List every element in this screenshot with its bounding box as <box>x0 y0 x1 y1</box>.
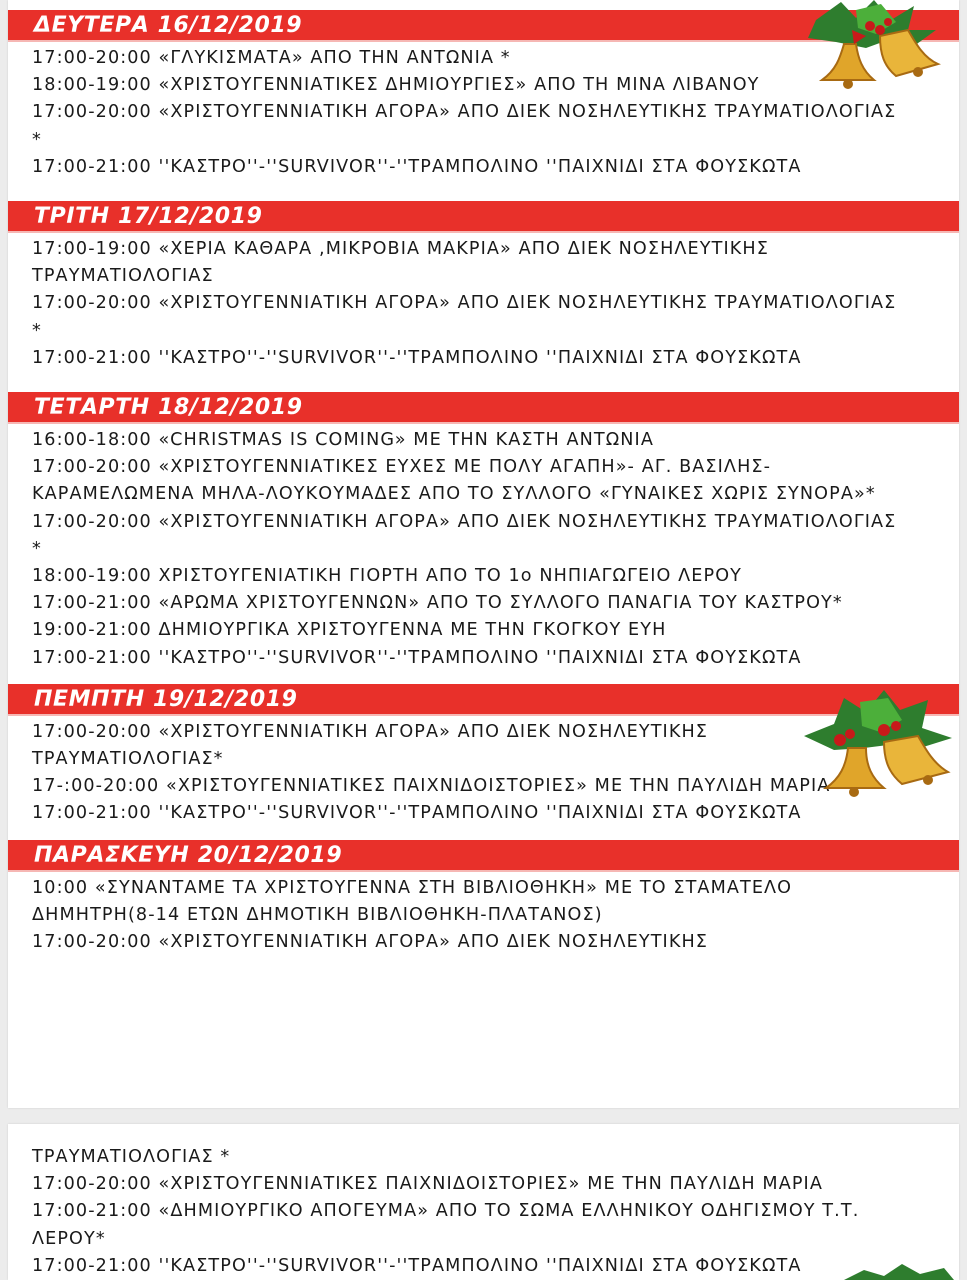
day-header <box>8 201 959 231</box>
event-entry: 17:00-21:00 ''ΚΑΣΤΡΟ''-''SURVIVOR''-''ΤΡΑΜΠΟΛΙΝΟ ''ΠΑΙΧΝΙΔΙ ΣΤΑ ΦΟΥΣΚΩΤΑ <box>32 647 802 668</box>
day-header <box>8 840 959 870</box>
day-entries <box>8 422 959 672</box>
day-header-title: ΤΕΤΑΡΤΗ 18/12/2019 <box>34 395 303 421</box>
event-entry: 17:00-19:00 «ΧΕΡΙΑ ΚΑΘΑΡΑ ,ΜΙΚΡΟΒΙΑ ΜΑΚΡΙΑ» ΑΠΟ ΔΙΕΚ ΝΟΣΗΛΕΥΤΙΚΗΣ ΤΡΑΥΜΑΤΙΟΛΟΓΙΑΣ <box>32 239 769 287</box>
event-entry: 10:00 «ΣΥΝΑΝΤΑΜΕ ΤΑ ΧΡΙΣΤΟΥΓΕΝΝΑ ΣΤΗ ΒΙΒΛΙΟΘΗΚΗ» ΜΕ ΤΟ ΣΤΑΜΑΤΕΛΟ ΔΗΜΗΤΡΗ(8-14 ΕΤΩΝ ΔΗΜΟΤΙΚΗ ΒΙΒΛΙΟΘΗΚΗ-ΠΛΑΤΑΝΟΣ) <box>32 877 793 925</box>
day-entries <box>8 231 959 372</box>
header-divider <box>8 231 959 233</box>
day-header-title: ΔΕΥΤΕΡΑ 16/12/2019 <box>34 13 303 38</box>
day-entries <box>8 870 959 957</box>
day-header-title: ΠΑΡΑΣΚΕΥΗ 20/12/2019 <box>34 842 343 868</box>
event-entry: 17:00-21:00 «ΔΗΜΙΟΥΡΓΙΚΟ ΑΠΟΓΕΥΜΑ» ΑΠΟ ΤΟ ΣΩΜΑ ΕΛΛΗΝΙΚΟΥ ΟΔΗΓΙΣΜΟΥ Τ.Τ. ΛΕΡΟΥ* <box>32 1201 860 1249</box>
event-entry: 17:00-20:00 «ΓΛΥΚΙΣΜΑΤΑ» ΑΠΟ ΤΗΝ ΑΝΤΩΝΙΑ * <box>32 48 511 68</box>
christmas-bells-icon <box>804 688 954 798</box>
day-friday <box>8 840 959 957</box>
schedule-page-2 <box>8 1124 959 1280</box>
header-divider <box>8 870 959 872</box>
continuation-entries <box>8 1124 959 1280</box>
event-entry: 17:00-20:00 «ΧΡΙΣΤΟΥΓΕΝΝΙΑΤΙΚΕΣ ΕΥΧΕΣ ΜΕ ΠΟΛΥ ΑΓΑΠΗ»- ΑΓ. ΒΑΣΙΛΗΣ-ΚΑΡΑΜΕΛΩΜΕΝΑ ΜΗΛΑ-ΛΟΥΚΟΥΜΑΔΕΣ ΑΠΟ ΤΟ ΣΥΛΛΟΓΟ «ΓΥΝΑΙΚΕΣ ΧΩΡΙΣ ΣΥΝΟΡΑ»* <box>32 457 876 505</box>
day-wednesday <box>8 392 959 672</box>
event-entry: 18:00-19:00 «ΧΡΙΣΤΟΥΓΕΝΝΙΑΤΙΚΕΣ ΔΗΜΙΟΥΡΓΙΕΣ» ΑΠΟ ΤΗ ΜΙΝΑ ΛΙΒΑΝΟΥ <box>32 75 760 96</box>
event-entry: 17-:00-20:00 «ΧΡΙΣΤΟΥΓΕΝΝΙΑΤΙΚΕΣ ΠΑΙΧΝΙΔΟΙΣΤΟΡΙΕΣ» ΜΕ ΤΗΝ ΠΑΥΛΙΔΗ ΜΑΡΙΑ <box>32 776 831 797</box>
event-entry: 17:00-20:00 «ΧΡΙΣΤΟΥΓΕΝΝΙΑΤΙΚΕΣ ΠΑΙΧΝΙΔΟΙΣΤΟΡΙΕΣ» ΜΕ ΤΗΝ ΠΑΥΛΙΔΗ ΜΑΡΙΑ <box>32 1174 823 1195</box>
event-entry: 17:00-21:00 ''ΚΑΣΤΡΟ''-''SURVIVOR''-''ΤΡΑΜΠΟΛΙΝΟ ''ΠΑΙΧΝΙΔΙ ΣΤΑ ΦΟΥΣΚΩΤΑ <box>32 803 802 824</box>
event-entry: 17:00-20:00 «ΧΡΙΣΤΟΥΓΕΝΝΙΑΤΙΚΗ ΑΓΟΡΑ» ΑΠΟ ΔΙΕΚ ΝΟΣΗΛΕΥΤΙΚΗΣ <box>32 932 709 953</box>
event-entry: 17:00-20:00 «ΧΡΙΣΤΟΥΓΕΝΝΙΑΤΙΚΗ ΑΓΟΡΑ» ΑΠΟ ΔΙΕΚ ΝΟΣΗΛΕΥΤΙΚΗΣ ΤΡΑΥΜΑΤΙΟΛΟΓΙΑΣ * <box>32 102 897 150</box>
day-header-title: ΤΡΙΤΗ 17/12/2019 <box>34 204 263 230</box>
event-entry: 17:00-20:00 «ΧΡΙΣΤΟΥΓΕΝΝΙΑΤΙΚΗ ΑΓΟΡΑ» ΑΠΟ ΔΙΕΚ ΝΟΣΗΛΕΥΤΙΚΗΣ ΤΡΑΥΜΑΤΙΟΛΟΓΙΑΣ * <box>32 293 897 341</box>
event-entry: 18:00-19:00 ΧΡΙΣΤΟΥΓΕΝΙΑΤΙΚΗ ΓΙΟΡΤΗ ΑΠΟ ΤΟ 1ο ΝΗΠΙΑΓΩΓΕΙΟ ΛΕΡΟΥ <box>32 566 743 587</box>
event-entry: 17:00-21:00 ''ΚΑΣΤΡΟ''-''SURVIVOR''-''ΤΡΑΜΠΟΛΙΝΟ ''ΠΑΙΧΝΙΔΙ ΣΤΑ ΦΟΥΣΚΩΤΑ <box>32 1255 802 1276</box>
christmas-bells-icon <box>844 1264 954 1280</box>
event-entry: 17:00-21:00 «ΑΡΩΜΑ ΧΡΙΣΤΟΥΓΕΝΝΩΝ» ΑΠΟ ΤΟ ΣΥΛΛΟΓΟ ΠΑΝΑΓΙΑ ΤΟΥ ΚΑΣΤΡΟΥ* <box>32 593 843 614</box>
event-entry: 17:00-20:00 «ΧΡΙΣΤΟΥΓΕΝΝΙΑΤΙΚΗ ΑΓΟΡΑ» ΑΠΟ ΔΙΕΚ ΝΟΣΗΛΕΥΤΙΚΗΣ ΤΡΑΥΜΑΤΙΟΛΟΓΙΑΣ* <box>32 721 709 770</box>
christmas-bells-icon <box>796 0 959 92</box>
event-entry: 19:00-21:00 ΔΗΜΙΟΥΡΓΙΚΑ ΧΡΙΣΤΟΥΓΕΝΝΑ ΜΕ ΤΗΝ ΓΚΟΓΚΟΥ ΕΥΗ <box>32 620 667 641</box>
event-entry: 17:00-21:00 ''ΚΑΣΤΡΟ''-''SURVIVOR''-''ΤΡΑΜΠΟΛΙΝΟ ''ΠΑΙΧΝΙΔΙ ΣΤΑ ΦΟΥΣΚΩΤΑ <box>32 156 802 177</box>
schedule-page-1 <box>8 0 959 1108</box>
event-entry: ΤΡΑΥΜΑΤΙΟΛΟΓΙΑΣ * <box>32 1147 231 1167</box>
header-divider <box>8 422 959 424</box>
event-entry: 17:00-20:00 «ΧΡΙΣΤΟΥΓΕΝΝΙΑΤΙΚΗ ΑΓΟΡΑ» ΑΠΟ ΔΙΕΚ ΝΟΣΗΛΕΥΤΙΚΗΣ ΤΡΑΥΜΑΤΙΟΛΟΓΙΑΣ * <box>32 511 897 559</box>
event-entry: 17:00-21:00 ''ΚΑΣΤΡΟ''-''SURVIVOR''-''ΤΡΑΜΠΟΛΙΝΟ ''ΠΑΙΧΝΙΔΙ ΣΤΑ ΦΟΥΣΚΩΤΑ <box>32 347 802 368</box>
event-entry: 16:00-18:00 «CHRISTMAS IS COMING» ΜΕ ΤΗΝ ΚΑΣΤΗ ΑΝΤΩΝΙΑ <box>32 430 654 451</box>
day-header <box>8 392 959 422</box>
day-header-title: ΠΕΜΠΤΗ 19/12/2019 <box>34 686 298 712</box>
day-tuesday <box>8 201 959 372</box>
